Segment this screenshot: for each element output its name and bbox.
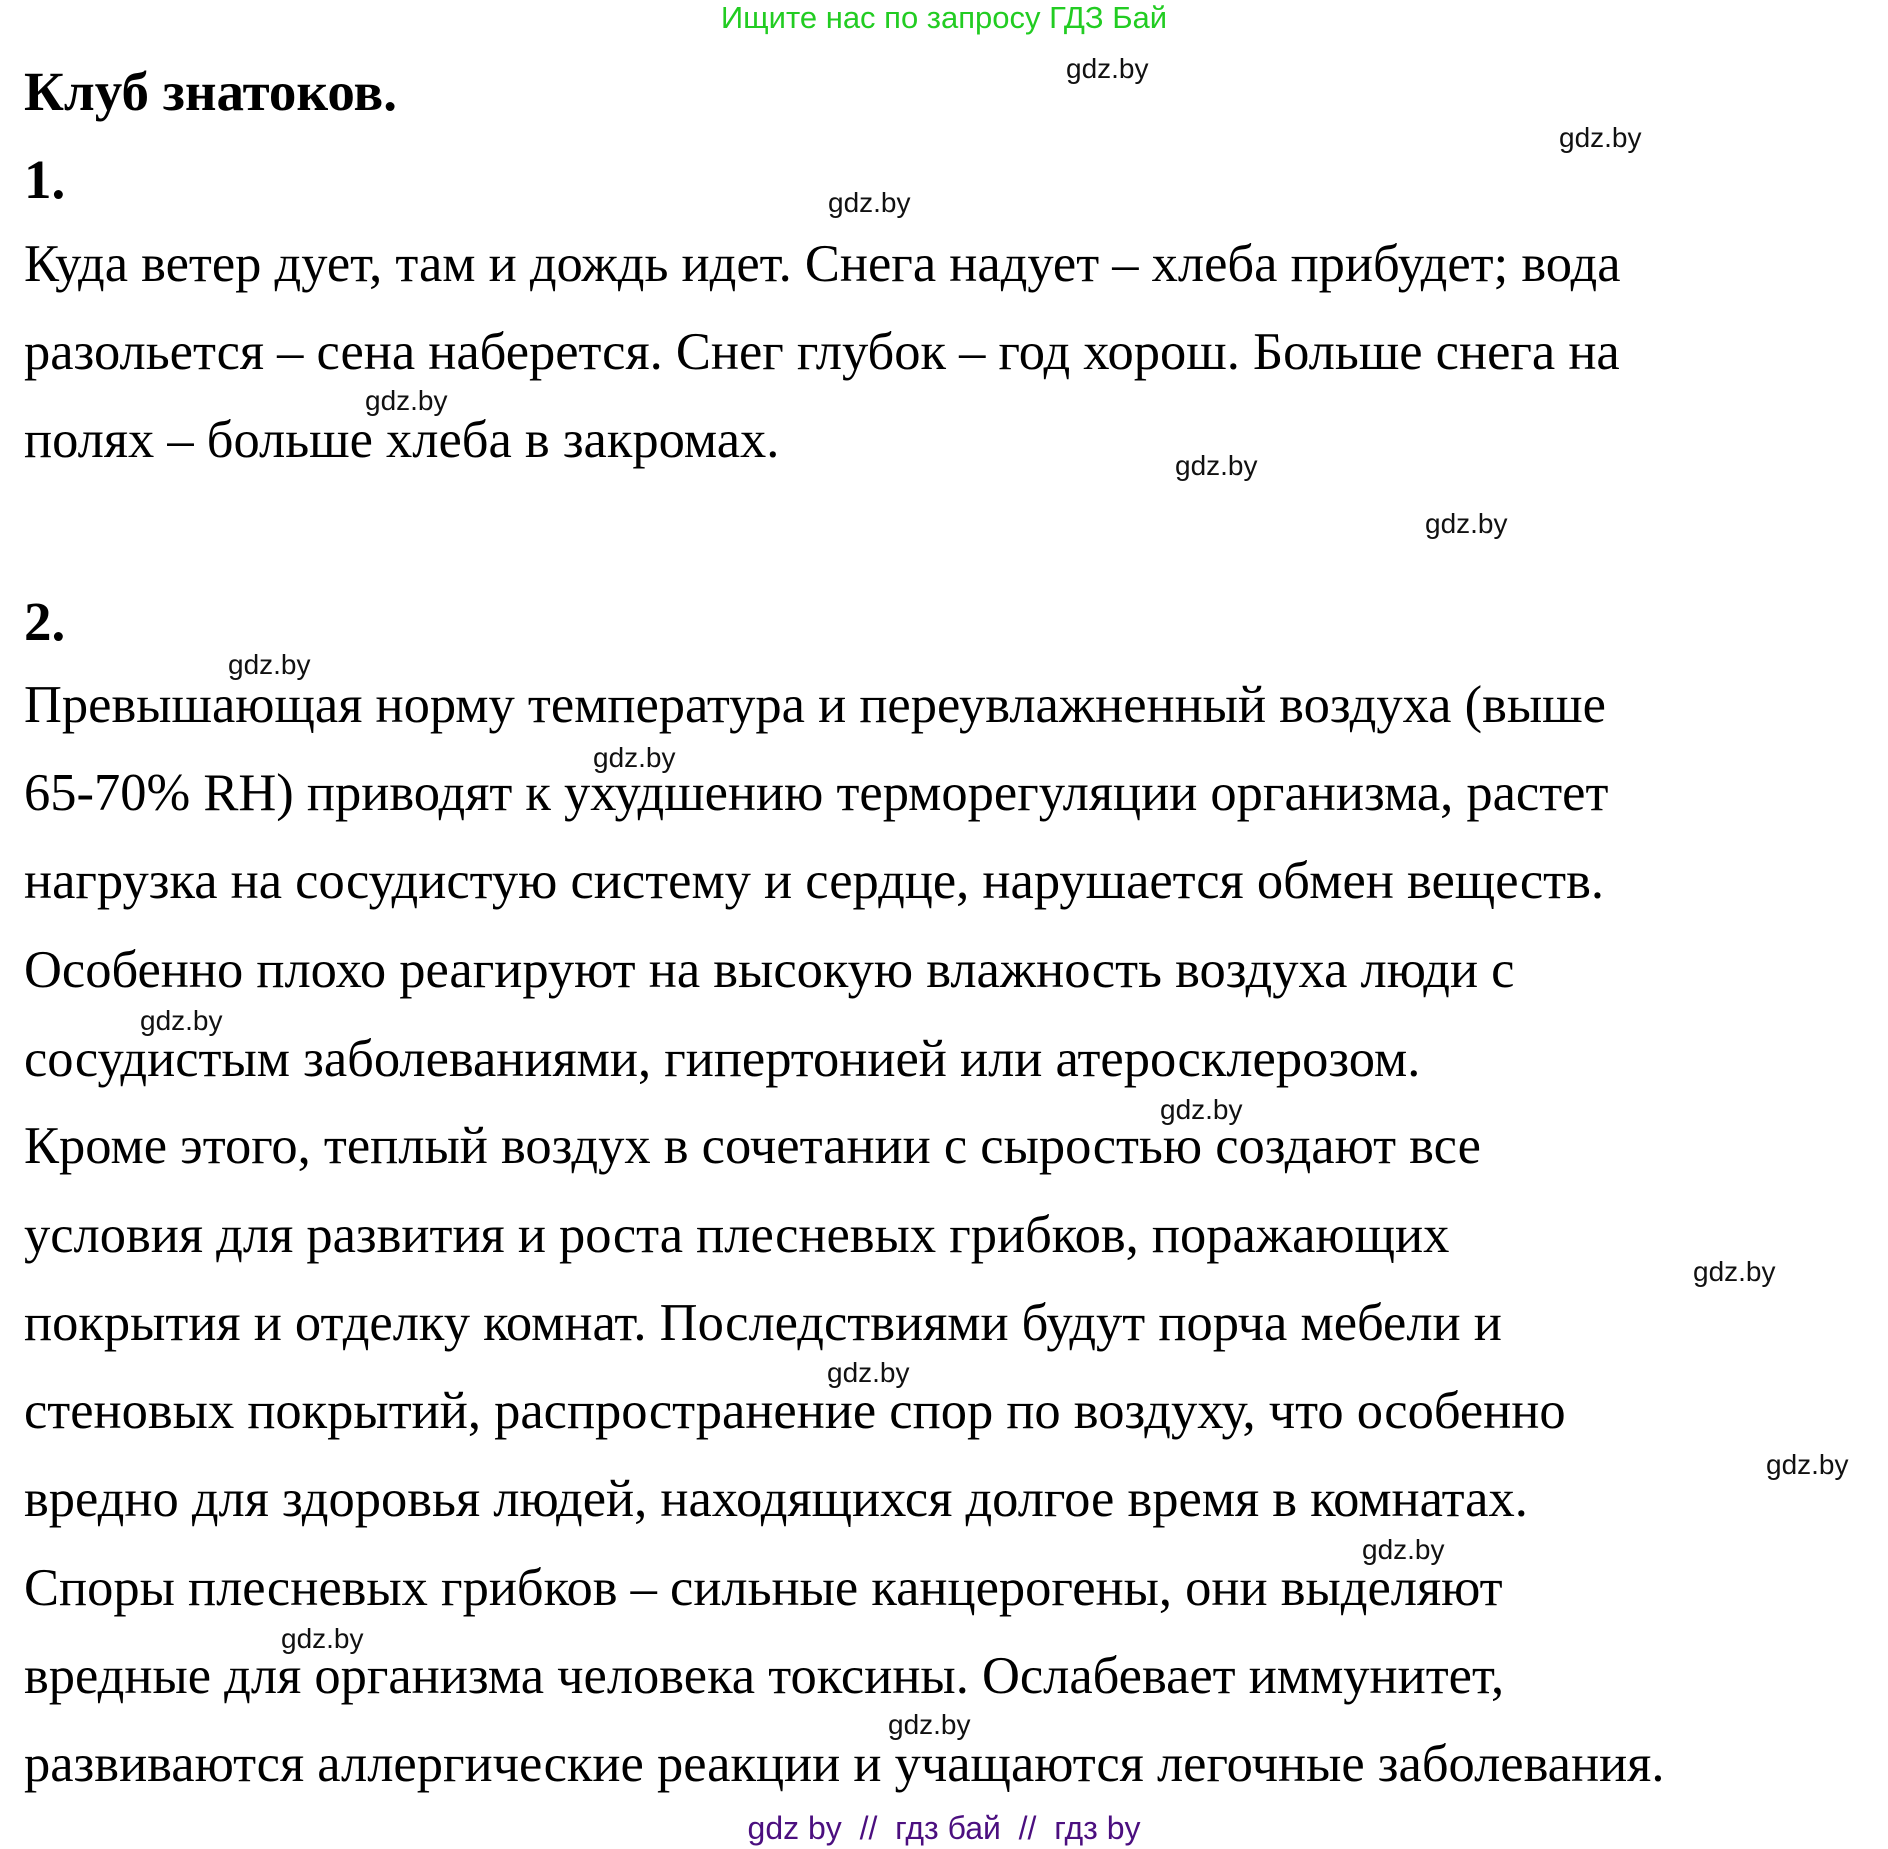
watermark-text: gdz.by (365, 385, 448, 416)
section-2-line: условия для развития и роста плесневых грибков, поражающих (24, 1206, 1450, 1264)
section-2-line: Кроме этого, теплый воздух в сочетании с сыростью создают все (24, 1117, 1481, 1175)
watermark-text: gdz.by (827, 1357, 910, 1388)
watermark-text: gdz.by (1160, 1094, 1243, 1125)
watermark-text: gdz.by (828, 187, 911, 218)
section-2-line: 65-70% RH) приводят к ухудшению терморегуляции организма, растет (24, 764, 1609, 822)
search-banner: Ищите нас по запросу ГДЗ Бай (720, 0, 1168, 35)
footer-links: gdz by // гдз бай // гдз by (747, 1810, 1141, 1846)
section-1-line: разольется – сена наберется. Снег глубок – год хорош. Больше снега на (24, 323, 1620, 381)
watermark-text: gdz.by (281, 1623, 364, 1654)
section-2-line: покрытия и отделку комнат. Последствиями будут порча мебели и (24, 1294, 1502, 1352)
watermark-text: gdz.by (1175, 450, 1258, 481)
watermark-text: gdz.by (888, 1709, 971, 1740)
section-1-line: Куда ветер дует, там и дождь идет. Снега надует – хлеба прибудет; вода (24, 235, 1621, 293)
watermark-text: gdz.by (1425, 508, 1508, 539)
section-2-line: стеновых покрытий, распространение спор по воздуху, что особенно (24, 1382, 1566, 1440)
section-2-number: 2. (24, 591, 66, 652)
section-2-line: Особенно плохо реагируют на высокую влажность воздуха люди с (24, 941, 1515, 999)
page-title: Клуб знатоков. (24, 61, 397, 122)
section-2-line: развиваются аллергические реакции и учащаются легочные заболевания. (24, 1735, 1665, 1793)
watermark-text: gdz.by (1559, 122, 1642, 153)
section-2-line: вредно для здоровья людей, находящихся долгое время в комнатах. (24, 1470, 1528, 1528)
watermark-text: gdz.by (228, 649, 311, 680)
watermark-text: gdz.by (593, 742, 676, 773)
section-2-line: Споры плесневых грибков – сильные канцерогены, они выделяют (24, 1559, 1503, 1617)
watermark-text: gdz.by (1766, 1449, 1849, 1480)
watermark-text: gdz.by (140, 1005, 223, 1036)
watermark-text: gdz.by (1693, 1256, 1776, 1287)
watermark-text: gdz.by (1066, 53, 1149, 84)
section-2-line: сосудистым заболеваниями, гипертонией или атеросклерозом. (24, 1030, 1421, 1088)
section-2-line: нагрузка на сосудистую систему и сердце, нарушается обмен веществ. (24, 852, 1604, 910)
section-1-line: полях – больше хлеба в закромах. (24, 411, 780, 469)
section-2-line: вредные для организма человека токсины. Ослабевает иммунитет, (24, 1647, 1505, 1705)
section-2-line: Превышающая норму температура и переувлажненный воздуха (выше (24, 676, 1606, 734)
watermark-text: gdz.by (1362, 1534, 1445, 1565)
section-1-number: 1. (24, 149, 66, 210)
